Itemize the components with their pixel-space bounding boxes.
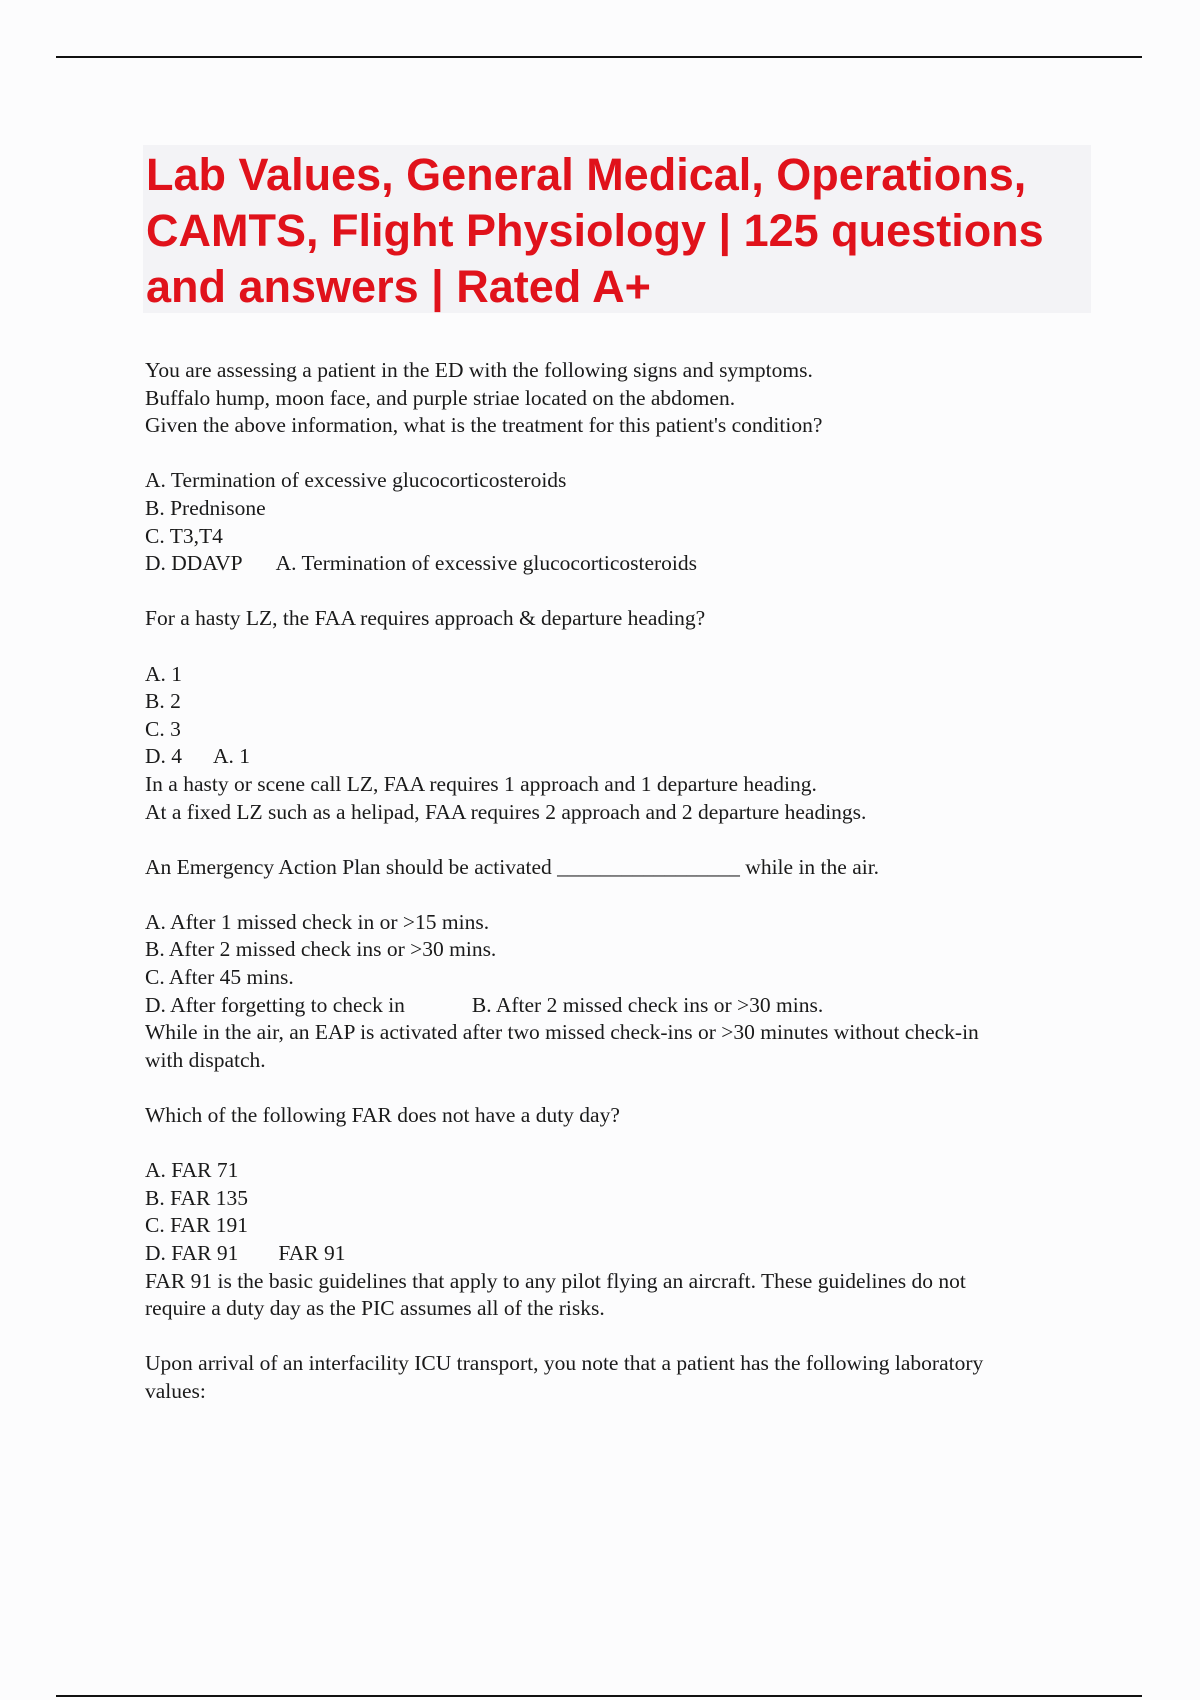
answer-option: D. DDAVP: [145, 551, 243, 576]
header-rule: [56, 56, 1142, 58]
question-list: [145, 357, 1095, 1406]
answer-option: A. 1: [145, 661, 183, 686]
question-stem: Given the above information, what is the treatment for this patient's condition?: [145, 413, 823, 438]
answer-option: C. 3: [145, 716, 181, 741]
correct-answer: B. After 2 missed check ins or >30 mins.: [471, 992, 824, 1017]
answer-explanation: While in the air, an EAP is activated after two missed check-ins or >30 minutes without check-in: [145, 1020, 979, 1045]
answer-explanation: In a hasty or scene call LZ, FAA requires 1 approach and 1 departure heading.: [145, 771, 817, 796]
answer-explanation: with dispatch.: [145, 1047, 266, 1072]
answer-option: A. After 1 missed check in or >15 mins.: [145, 909, 490, 934]
answer-explanation: At a fixed LZ such as a helipad, FAA requires 2 approach and 2 departure headings.: [145, 799, 867, 824]
question-block: [145, 357, 1095, 578]
answer-option-row: [145, 550, 1095, 578]
question-stem: values:: [145, 1378, 206, 1403]
question-block: [145, 1350, 1095, 1405]
answer-option-row: [145, 1240, 1095, 1268]
correct-answer: FAR 91: [278, 1241, 346, 1265]
question-block: [145, 854, 1095, 1075]
answer-option-row: [145, 743, 1095, 771]
answer-option: C. After 45 mins.: [145, 965, 294, 990]
answer-option: A. Termination of excessive glucocorticosteroids: [145, 468, 567, 493]
answer-option: D. 4: [145, 744, 183, 769]
correct-answer: A. 1: [213, 744, 251, 769]
question-stem: Upon arrival of an interfacility ICU transport, you note that a patient has the following laboratory: [145, 1351, 984, 1376]
answer-explanation: require a duty day as the PIC assumes all of the risks.: [145, 1296, 605, 1321]
answer-explanation: FAR 91 is the basic guidelines that apply to any pilot flying an aircraft. These guidelines do not: [145, 1268, 966, 1293]
answer-option: B. 2: [145, 689, 181, 714]
question-stem: An Emergency Action Plan should be activated _________________ while in the air.: [145, 854, 880, 879]
footer-rule: [56, 1695, 1142, 1697]
answer-option: B. After 2 missed check ins or >30 mins.: [145, 937, 497, 962]
answer-option: B. Prednisone: [145, 495, 266, 520]
question-stem: Which of the following FAR does not have a duty day?: [145, 1103, 620, 1128]
correct-answer: A. Termination of excessive glucocorticosteroids: [275, 551, 697, 576]
answer-option: D. After forgetting to check in: [145, 992, 405, 1017]
answer-option: C. T3,T4: [145, 523, 223, 548]
question-block: [145, 1102, 1095, 1323]
document-title: Lab Values, General Medical, Operations, CAMTS, Flight Physiology | 125 questions and answers | Rated A+: [146, 149, 1044, 312]
question-stem: For a hasty LZ, the FAA requires approach & departure heading?: [145, 606, 706, 631]
question-block: [145, 605, 1095, 826]
answer-option: A. FAR 71: [145, 1158, 239, 1183]
question-stem: You are assessing a patient in the ED with the following signs and symptoms.: [145, 358, 813, 382]
answer-option: C. FAR 191: [145, 1213, 248, 1238]
question-stem: Buffalo hump, moon face, and purple striae located on the abdomen.: [145, 385, 736, 410]
answer-option-row: [145, 992, 1095, 1020]
answer-option: B. FAR 135: [145, 1185, 248, 1210]
answer-option: D. FAR 91: [145, 1241, 239, 1265]
